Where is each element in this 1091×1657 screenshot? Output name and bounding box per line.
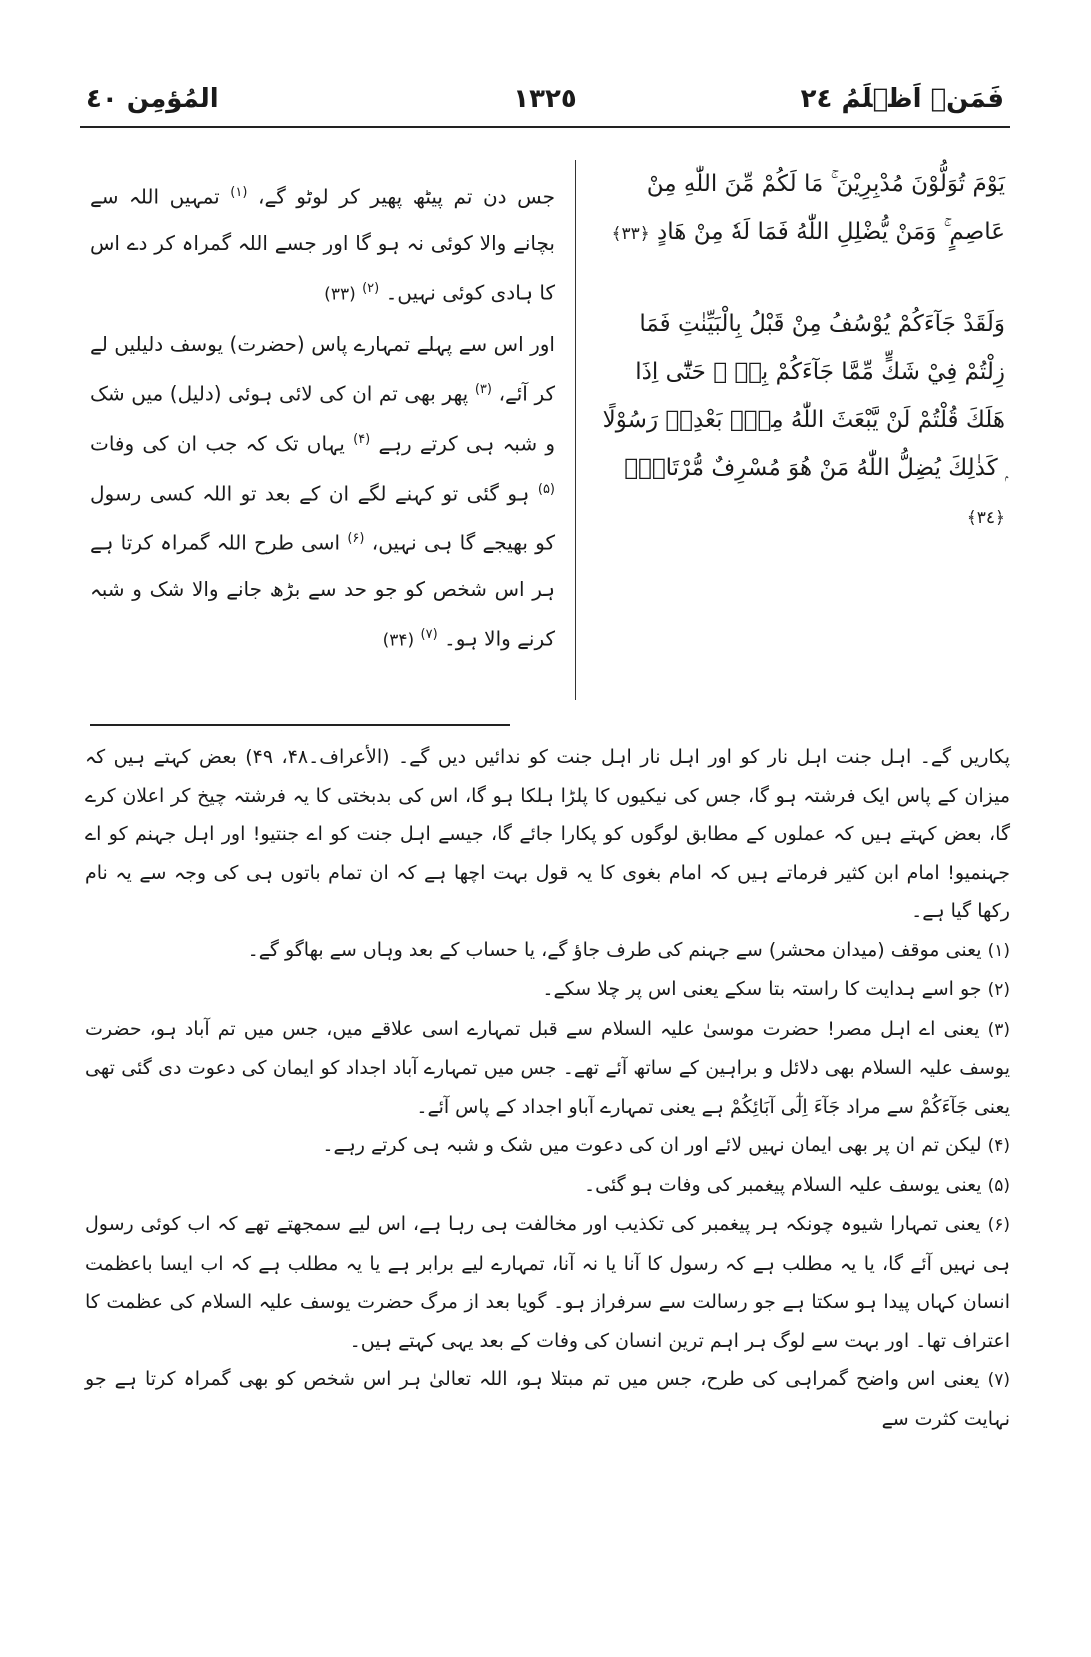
footnote-3 [85, 1010, 1010, 1127]
footnote-text: جو اسے ہدایت کا راستہ بتا سکے یعنی اس پر چلا سکے۔ [542, 978, 982, 1000]
translation-verse-34 [90, 321, 555, 663]
arabic-verse-34 [595, 300, 1005, 542]
arabic-text-column [595, 160, 1005, 542]
translation-verse-33 [90, 170, 555, 317]
footnote-text: یعنی موقف (میدان محشر) سے جہنم کی طرف جاؤ گے، یا حساب کے بعد وہاں سے بھاگو گے۔ [247, 938, 982, 961]
footnote-6 [85, 1205, 1010, 1360]
verse-number-34: ﴿٣٤﴾ [966, 508, 1005, 528]
footnote-text: یعنی اے اہل مصر! حضرت موسیٰ علیہ السلام سے قبل تمہارے اسی علاقے میں، جس میں تم آباد ہو، حضرت یوسف علیہ السلام بھی دلائل و براہین کے ساتھ آئے تھے۔ جس میں تمہارے آباد اجداد کو ایمان کی دعوت دی گئی تھی یعنی جَآءَکُمْ سے مراد جَآءَ اِلٰٓی آبَائِکُمْ ہے یعنی تمہارے آباو اجداد کے پاس آئے۔ [85, 1017, 1010, 1118]
footnote-marker: (۶) [347, 531, 365, 547]
footnote-text: یعنی اس واضح گمراہی کی طرح، جس میں تم مبتلا ہو، اللہ تعالیٰ ہر اس شخص کو بھی گمراہ کرتا ہے جو نہایت کثرت سے [85, 1368, 1010, 1430]
translation-text: پھر بھی تم ان کی لائی ہوئی (دلیل) میں شک و شبہ ہی کرتے رہے [90, 381, 555, 456]
footnote-marker: (۷) [420, 626, 438, 642]
footnote-5 [85, 1166, 1010, 1206]
footnote-number: (۵) [987, 1175, 1010, 1196]
footnote-number: (۳) [987, 1019, 1010, 1040]
arabic-verse-33-text: يَوْمَ تُوَلُّوْنَ مُدْبِرِيْنَ ۚ مَا لَكُمْ مِّنَ اللّٰهِ مِنْ عَاصِمٍ ۚ وَمَنْ يُّضْلِلِ اللّٰهُ فَمَا لَهٗ مِنْ هَادٍ [646, 171, 1005, 245]
footnote-text: یعنی تمہارا شیوہ چونکہ ہر پیغمبر کی تکذیب اور مخالفت ہی رہا ہے، اس لیے سمجھتے تھے کہ اب کوئی رسول ہی نہیں آئے گا، یا یہ مطلب ہے کہ رسول کا آنا یا نہ آنا، تمہارے لیے برابر ہے یا یہ مطلب ہے کہ اب ایسا باعظمت انسان کہاں پیدا ہو سکتا ہے جو رسالت سے سرفراز ہو۔ گویا بعد از مرگ حضرت یوسف علیہ السلام کی عظمت کا اعتراف تھا۔ اور بہت سے لوگ ہر اہم ترین انسان کی وفات کے بعد یہی کہتے ہیں۔ [85, 1213, 1010, 1352]
footnote-marker: (۴) [353, 431, 371, 447]
verse-number-33: ﴿٣٣﴾ [611, 224, 650, 244]
footnote-marker: (۱) [230, 185, 248, 200]
header-rule [80, 126, 1010, 128]
footnote-number: (۲) [987, 980, 1010, 1000]
translation-text: یہاں تک کہ جب ان کی وفات [90, 431, 345, 456]
footnote-text: لیکن تم ان پر بھی ایمان نہیں لائے اور ان کی دعوت میں شک و شبہ ہی کرتے رہے۔ [322, 1134, 982, 1156]
verse-number: (۳۳) [324, 284, 356, 305]
translation-text: جس دن تم پیٹھ پھیر کر لوٹو گے، [258, 184, 556, 209]
translation-text: تمہیں اللہ سے بچانے والا کوئی نہ ہو گا اور جسے اللہ گمراہ کر دے اس کا ہادی کوئی نہیں۔ [90, 184, 555, 305]
commentary-continuation: پکاریں گے۔ اہل جنت اہل نار کو اور اہل نار اہل جنت کو ندائیں دیں گے۔ (الأعراف۔۴۸، ۴۹) بعض کہتے ہیں کہ میزان کے پاس ایک فرشتہ ہو گا، جس کی نیکیوں کا پلڑا ہلکا ہو گا، اس کی بدبختی کا یہ فرشتہ چیخ کر اعلان کرے گا، بعض کہتے ہیں کہ عملوں کے مطابق لوگوں کو پکارا جائے گا، جیسے اہل جنت کو اے جنتیو! اور اہل جہنم کو اے جہنمیو! امام ابن کثیر فرماتے ہیں کہ امام بغوی کا یہ قول بہت اچھا ہے کہ ان تمام باتوں ہی کی وجہ سے یہ نام رکھا گیا ہے۔ [85, 746, 1011, 922]
footnote-separator [90, 724, 510, 726]
footnote-number: (۷) [987, 1370, 1010, 1390]
footnote-2 [85, 970, 1010, 1010]
footnote-number: (۱) [987, 940, 1010, 961]
para-name: فَمَنۡ اَظۡلَمُ ٢٤ [800, 84, 1004, 114]
footnote-number: (۶) [987, 1215, 1010, 1235]
footnote-marker: (۳) [474, 382, 492, 398]
urdu-translation-column [90, 170, 555, 664]
footnote-number: (۴) [987, 1136, 1010, 1156]
footnote-text: یعنی یوسف علیہ السلام پیغمبر کی وفات ہو گئی۔ [583, 1173, 982, 1196]
translation-text: اسی طرح اللہ گمراہ کرتا ہے ہر اس شخص کو جو حد سے بڑھ جانے والا شک و شبہ کرنے والا ہو۔ [90, 530, 555, 651]
page-number: ١٣٢٥ [513, 84, 577, 114]
translation-text: اور اس سے پہلے تمہارے پاس (حضرت) یوسف دلیلیں لے کر آئے، [90, 332, 556, 406]
commentary-section [85, 738, 1010, 1438]
verse-number: (۳۴) [382, 630, 415, 651]
surah-name: المُؤمِن ٤٠ [86, 84, 219, 114]
footnote-1 [85, 931, 1010, 971]
footnote-4 [85, 1126, 1010, 1166]
arabic-verse-34-text: وَلَقَدْ جَآءَكُمْ يُوْسُفُ مِنْ قَبْلُ بِالْبَيِّنٰتِ فَمَا زِلْتُمْ فِيْ شَكٍّ مِّمَّا جَآءَكُمْ بِهٖ ۭ حَتّٰٓى اِذَا هَلَكَ قُلْتُمْ لَنْ يَّبْعَثَ اللّٰهُ مِنْۢ بَعْدِهٖ رَسُوْلًا ۭ كَذٰلِكَ يُضِلُّ اللّٰهُ مَنْ هُوَ مُسْرِفٌ مُّرْتَابُۨ [602, 311, 1005, 481]
footnote-marker: (۲) [362, 280, 380, 296]
arabic-verse-33 [595, 160, 1005, 258]
translation-text: ہو گئی تو کہنے لگے ان کے بعد تو اللہ کسی رسول کو بھیجے گا ہی نہیں، [90, 481, 555, 555]
column-divider [575, 160, 576, 700]
page-header [80, 80, 1010, 128]
footnote-7 [85, 1360, 1010, 1438]
footnote-marker: (۵) [537, 481, 555, 497]
